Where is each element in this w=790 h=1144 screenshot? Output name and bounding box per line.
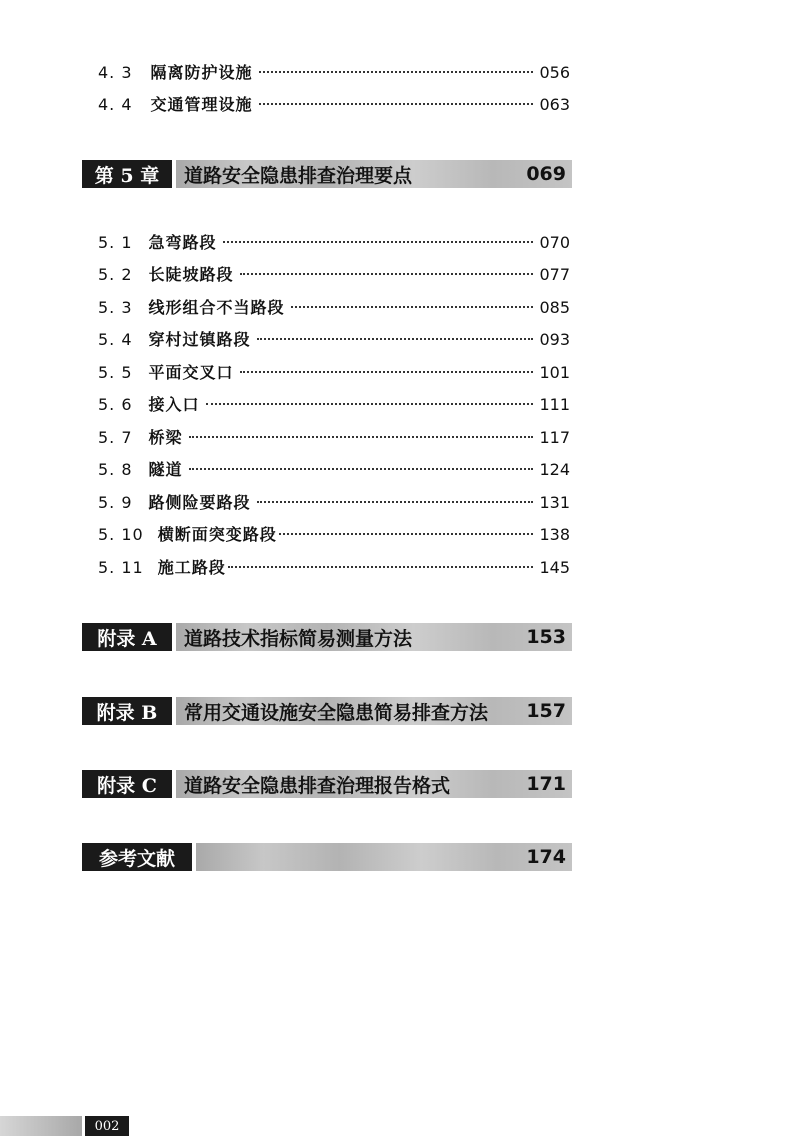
entry-page: 077 (539, 265, 570, 284)
banner-body (176, 770, 572, 798)
appendix-label: 附录 A (82, 623, 172, 651)
entry-title: 路侧险要路段 (148, 493, 251, 512)
toc-entry-4-3[interactable] (98, 60, 570, 84)
references-label: 参考文献 (82, 843, 192, 871)
banner-body (176, 697, 572, 725)
dot-leader (189, 436, 534, 438)
toc-entry-5-8[interactable] (98, 457, 570, 481)
appendix-page: 157 (526, 700, 566, 722)
toc-entry-5-4[interactable] (98, 327, 570, 351)
dot-leader (228, 566, 534, 568)
chapter-label: 第 5 章 (82, 160, 172, 188)
appendix-title: 道路技术指标简易测量方法 (184, 627, 413, 650)
dot-leader (291, 306, 534, 308)
entry-page: 093 (539, 330, 570, 349)
appendix-title: 道路安全隐患排查治理报告格式 (184, 774, 451, 797)
dot-leader (223, 241, 534, 243)
chapter-page: 069 (526, 163, 566, 185)
toc-entry-5-3[interactable] (98, 295, 570, 319)
dot-leader (279, 533, 534, 535)
entry-page: 085 (539, 298, 570, 317)
toc-entry-5-7[interactable] (98, 425, 570, 449)
entry-page: 145 (539, 558, 570, 577)
dot-leader (257, 501, 534, 503)
appendix-page: 171 (526, 773, 566, 795)
entry-number: 5. 1 (98, 233, 133, 252)
entry-page: 124 (539, 460, 570, 479)
entry-number: 5. 4 (98, 330, 133, 349)
entry-title: 穿村过镇路段 (148, 330, 251, 349)
references-page: 174 (526, 846, 566, 868)
dot-leader (189, 468, 534, 470)
appendix-page: 153 (526, 626, 566, 648)
appendix-label: 附录 B (82, 697, 172, 725)
banner-body (176, 160, 572, 188)
entry-page: 063 (539, 95, 570, 114)
chapter-5-banner[interactable] (82, 160, 572, 188)
entry-title: 隧道 (148, 460, 183, 479)
entry-page: 117 (539, 428, 570, 447)
entry-number: 5. 3 (98, 298, 133, 317)
entry-title: 施工路段 (157, 558, 226, 577)
entry-number: 5. 9 (98, 493, 133, 512)
entry-number: 5. 2 (98, 265, 133, 284)
entry-page: 070 (539, 233, 570, 252)
entry-page: 131 (539, 493, 570, 512)
entry-title: 接入口 (148, 395, 200, 414)
appendix-label: 附录 C (82, 770, 172, 798)
entry-title: 长陡坡路段 (148, 265, 234, 284)
entry-number: 5. 8 (98, 460, 133, 479)
toc-entry-5-9[interactable] (98, 490, 570, 514)
footer-decoration (0, 1116, 82, 1136)
entry-title: 平面交叉口 (148, 363, 234, 382)
appendix-b-banner[interactable] (82, 697, 572, 725)
toc-entry-4-4[interactable] (98, 92, 570, 116)
entry-page: 138 (539, 525, 570, 544)
entry-number: 4. 3 (98, 63, 133, 82)
entry-title: 交通管理设施 (150, 95, 253, 114)
references-banner[interactable] (82, 843, 572, 871)
entry-number: 5. 6 (98, 395, 133, 414)
dot-leader (240, 371, 534, 373)
chapter-title: 道路安全隐患排查治理要点 (184, 164, 413, 187)
banner-body (176, 623, 572, 651)
footer-page-number: 002 (85, 1116, 129, 1136)
appendix-title: 常用交通设施安全隐患简易排查方法 (184, 701, 489, 724)
dot-leader (240, 273, 534, 275)
entry-title: 线形组合不当路段 (148, 298, 285, 317)
toc-entry-5-1[interactable] (98, 230, 570, 254)
toc-entry-5-5[interactable] (98, 360, 570, 384)
appendix-c-banner[interactable] (82, 770, 572, 798)
entry-title: 桥梁 (148, 428, 183, 447)
banner-body (196, 843, 572, 871)
toc-entry-5-10[interactable] (98, 522, 570, 546)
appendix-a-banner[interactable] (82, 623, 572, 651)
entry-number: 5. 5 (98, 363, 133, 382)
entry-number: 5. 11 (98, 558, 144, 577)
toc-entry-5-2[interactable] (98, 262, 570, 286)
entry-title: 急弯路段 (148, 233, 217, 252)
dot-leader (259, 71, 534, 73)
dot-leader (206, 403, 534, 405)
entry-page: 056 (539, 63, 570, 82)
entry-number: 5. 10 (98, 525, 144, 544)
dot-leader (259, 103, 534, 105)
toc-entry-5-6[interactable] (98, 392, 570, 416)
entry-number: 5. 7 (98, 428, 133, 447)
toc-entry-5-11[interactable] (98, 555, 570, 579)
entry-page: 111 (539, 395, 570, 414)
entry-number: 4. 4 (98, 95, 133, 114)
entry-page: 101 (539, 363, 570, 382)
entry-title: 隔离防护设施 (150, 63, 253, 82)
entry-title: 横断面突变路段 (157, 525, 277, 544)
dot-leader (257, 338, 534, 340)
